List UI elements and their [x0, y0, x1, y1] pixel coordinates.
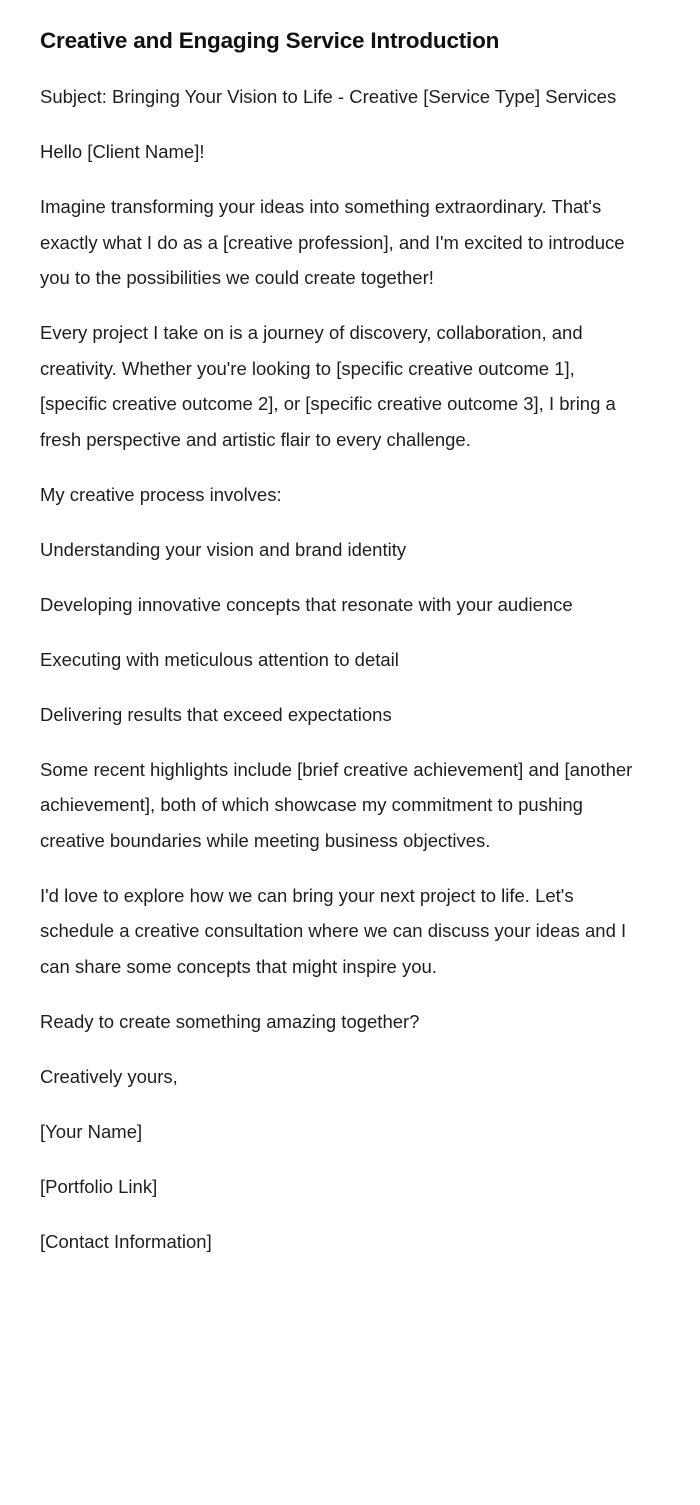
paragraph: [Contact Information] — [40, 1230, 212, 1252]
paragraph: Developing innovative concepts that resonate with your audience — [40, 593, 573, 615]
paragraph: Hello [Client Name]! — [40, 141, 205, 162]
paragraph: Creatively yours, — [40, 1065, 178, 1087]
paragraph: Ready to create something amazing together? — [40, 1010, 420, 1032]
paragraph: My creative process involves: — [40, 483, 282, 505]
paragraph: I'd love to explore how we can bring your next project to life. Let's schedule a creative consultation where we can discuss your ideas and I can share some concepts that might inspire you. — [40, 884, 627, 977]
page-title: Creative and Engaging Service Introduction — [40, 28, 500, 53]
paragraph: [Your Name] — [40, 1120, 143, 1142]
paragraph: Executing with meticulous attention to detail — [40, 648, 399, 670]
paragraph: Understanding your vision and brand identity — [40, 538, 407, 560]
paragraph: Some recent highlights include [brief creative achievement] and [another achievement], both of which showcase my commitment to pushing creative boundaries while meeting business objectives. — [40, 758, 633, 851]
paragraph: Delivering results that exceed expectations — [40, 703, 392, 725]
paragraph-list — [40, 79, 644, 1259]
paragraph: Imagine transforming your ideas into something extraordinary. That's exactly what I do as a [creative profession], and I'm excited to introduce you to the possibilities we could create together! — [40, 196, 625, 288]
paragraph: Every project I take on is a journey of discovery, collaboration, and creativity. Whether you're looking to [specific creative outcome 1], [specific creative outcome 2], or [specific creative outcome 3], I bring a fresh perspective and artistic flair to every challenge. — [40, 322, 616, 450]
paragraph: Subject: Bringing Your Vision to Life - Creative [Service Type] Services — [40, 86, 617, 107]
paragraph: [Portfolio Link] — [40, 1175, 158, 1197]
